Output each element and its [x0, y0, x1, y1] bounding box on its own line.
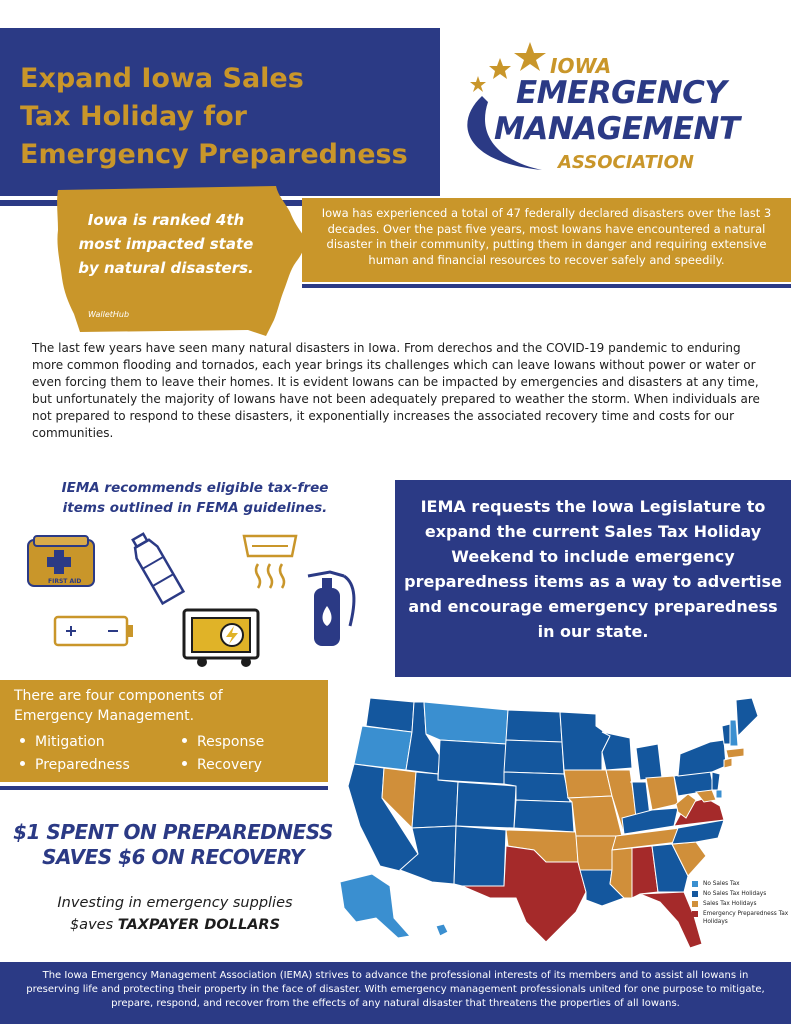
legend-item: Sales Tax Holidays	[692, 900, 790, 908]
iowa-ranking-source: WalletHub	[88, 310, 130, 319]
map-state-ar	[576, 836, 616, 870]
map-state-ma	[726, 748, 744, 758]
logo-emergency: EMERGENCY	[516, 75, 727, 111]
components-title: There are four components of Emergency Management.	[14, 688, 223, 724]
stat-banner-underline	[302, 284, 791, 288]
logo-management: MANAGEMENT	[494, 111, 740, 147]
smoke-detector-icon	[240, 530, 300, 594]
map-state-or	[354, 726, 412, 770]
map-state-wy	[438, 740, 506, 784]
footer-mission-statement: The Iowa Emergency Management Association (IEMA) strives to advance the professional interests of its members and to assist all Iowans in preserving life and protecting their property in the face of disaster. With emergency management professionals united for one purpose to mitigate, prepare, respond, and recover from the effects of any natural disaster that threatens the properties of all Iowans.	[0, 962, 791, 1024]
iema-request-box: IEMA requests the Iowa Legislature to expand the current Sales Tax Holiday Weekend to include emergency preparedness items as a way to advertise and encourage emergency preparedness in our state.	[395, 480, 791, 677]
logo-association: ASSOCIATION	[558, 152, 694, 173]
map-state-mi	[636, 744, 662, 780]
title-line-1: Expand Iowa Sales	[20, 63, 304, 94]
components-list-right	[182, 731, 264, 777]
legend-item: No Sales Tax	[692, 880, 790, 888]
component-item: Mitigation	[20, 731, 130, 754]
fema-recommendation: IEMA recommends eligible tax-free items outlined in FEMA guidelines.	[61, 480, 329, 516]
components-box	[0, 680, 328, 782]
logo-iowa: IOWA	[550, 54, 612, 78]
intro-paragraph: The last few years have seen many natural disasters in Iowa. From derechos and the COVID-19 pandemic to enduring more common flooding and tornados, each year brings its challenges which can leave Iowans without power or water or even forcing them to leave their homes. It is evident Iowans can be impacted by emergencies and disasters at any time, but unfortunately the majority of Iowans have not been adequately prepared to weather the storm. When individuals are not prepared to respond to these disasters, it exponentially increases the associated recovery time and costs for our communities.	[32, 341, 760, 440]
legend-swatch	[692, 881, 698, 887]
investing-line-2: $aves TAXPAYER DOLLARS	[69, 917, 281, 933]
map-state-ia	[564, 770, 612, 798]
iema-logo	[452, 36, 782, 186]
map-state-ny	[678, 740, 726, 776]
battery-icon	[52, 612, 136, 650]
legend-swatch	[692, 901, 698, 907]
map-state-nh	[730, 720, 738, 746]
map-state-ak	[340, 874, 410, 938]
first-aid-kit-icon	[22, 532, 102, 592]
map-state-oh	[646, 776, 678, 810]
component-item: Preparedness	[20, 754, 130, 777]
legend-swatch	[692, 911, 698, 917]
first-aid-label: FIRST AID	[48, 578, 82, 585]
savings-slogan	[8, 820, 338, 870]
investing-tagline	[30, 892, 320, 936]
components-list-left	[20, 731, 130, 777]
fire-extinguisher-icon	[304, 566, 364, 650]
map-state-ct	[724, 758, 732, 768]
iowa-ranking-text: Iowa is ranked 4th most impacted state by natural disasters.	[78, 211, 254, 277]
map-state-vt	[722, 724, 730, 744]
map-state-nj	[712, 772, 720, 790]
map-state-sd	[504, 740, 564, 774]
map-state-hi	[436, 924, 448, 936]
map-state-de	[716, 790, 722, 798]
map-state-mt	[424, 702, 508, 744]
map-state-me	[736, 698, 758, 736]
map-state-co	[456, 782, 516, 828]
component-item: Response	[182, 731, 264, 754]
legend-item: No Sales Tax Holidays	[692, 890, 790, 898]
page-title	[20, 60, 430, 174]
map-state-nm	[454, 826, 506, 886]
legend-swatch	[692, 891, 698, 897]
map-state-mn	[560, 712, 610, 770]
component-item: Recovery	[182, 754, 264, 777]
title-line-3: Emergency Preparedness	[20, 139, 408, 170]
slogan-line-2: SAVES $6 ON RECOVERY	[42, 845, 304, 869]
title-line-2: Tax Holiday for	[20, 101, 247, 132]
legend-item: Emergency Preparedness Tax Holidays	[692, 910, 790, 926]
map-legend	[692, 880, 790, 928]
map-state-ks	[514, 800, 574, 832]
slogan-line-1: $1 SPENT ON PREPAREDNESS	[13, 820, 333, 844]
water-bottle-icon	[124, 528, 188, 608]
map-state-nd	[506, 710, 562, 742]
investing-line-1: Investing in emergency supplies	[57, 895, 293, 911]
components-underline	[0, 786, 328, 790]
generator-icon	[180, 604, 264, 668]
disaster-stat-banner: Iowa has experienced a total of 47 federally declared disasters over the last 3 decades. Over the past five years, most Iowans have encountered a natural disaster in their community, putting them in danger and requiring extensive human and financial resources to recover safely and speedily.	[302, 198, 791, 282]
